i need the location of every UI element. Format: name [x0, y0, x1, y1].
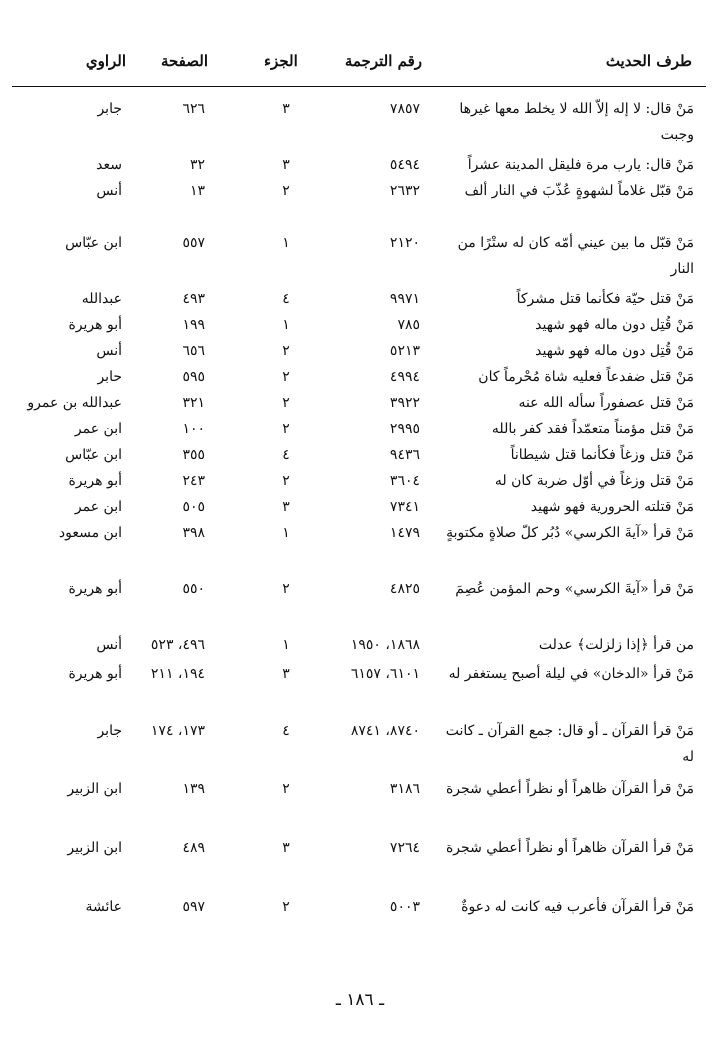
juz-cell: ٣: [282, 157, 290, 173]
safha-cell: ٥٠٥: [182, 499, 205, 515]
table-row: [0, 890, 720, 952]
safha-cell: ١٣: [189, 183, 205, 199]
header-tarjama: رقم الترجمة: [344, 52, 422, 70]
safha-cell: ١٧٣، ١٧٤: [150, 723, 205, 739]
tarjama-cell: ٤٩٩٤: [389, 369, 420, 385]
tarjama-cell: ٨٧٤٠، ٨٧٤١: [350, 723, 420, 739]
rawi-cell: جابر: [97, 723, 122, 739]
rawi-cell: أنس: [96, 183, 122, 199]
rawi-cell: عائشة: [85, 899, 122, 915]
hadith-cell: مَنْ قتل عصفوراً سأله الله عنه: [518, 395, 694, 411]
safha-cell: ٣٢١: [182, 395, 205, 411]
safha-cell: ٣٢: [189, 157, 205, 173]
juz-cell: ٣: [282, 666, 290, 682]
hadith-cell: مَنْ قتل حيّة فكأنما قتل مشركاً: [516, 291, 694, 307]
juz-cell: ١: [282, 525, 290, 541]
table-row: [0, 412, 720, 438]
header-juz: الجزء: [264, 52, 298, 70]
header-safha: الصفحة: [160, 52, 208, 70]
safha-cell: ٤٨٩: [182, 840, 205, 856]
tarjama-cell: ٢٦٣٢: [389, 183, 420, 199]
hadith-cell: مَنْ قُتِل دون ماله فهو شهيد: [535, 343, 694, 359]
tarjama-cell: ١٤٧٩: [389, 525, 420, 541]
rawi-cell: ابن عمر: [74, 499, 122, 515]
table-row: [0, 308, 720, 334]
hadith-cell: من قرأ ﴿إذا زلزلت﴾ عدلت: [538, 637, 694, 653]
rawi-cell: أبو هريرة: [68, 581, 122, 597]
tarjama-cell: ٣٦٠٤: [389, 473, 420, 489]
tarjama-cell: ٦١٠١، ٦١٥٧: [350, 666, 420, 682]
table-row: [0, 92, 720, 148]
safha-cell: ٢٤٣: [182, 473, 205, 489]
rawi-cell: ابن عمر: [74, 421, 122, 437]
rawi-cell: أنس: [96, 637, 122, 653]
rawi-cell: جابر: [97, 101, 122, 117]
table-row: [0, 148, 720, 174]
rawi-cell: ابن عبّاس: [65, 235, 122, 251]
juz-cell: ٢: [282, 473, 290, 489]
header-rule: [12, 86, 706, 87]
hadith-cell: مَنْ قرأ «آيةَ الكرسي» وحم المؤمن عُصِمَ: [455, 581, 694, 597]
hadith-cell: مَنْ قرأ القرآن ظاهراً أو نظراً أعطي شجرة: [445, 781, 694, 797]
tarjama-cell: ٣١٨٦: [389, 781, 420, 797]
table-header: [0, 0, 720, 88]
safha-cell: ٥٥٧: [182, 235, 205, 251]
tarjama-cell: ٩٩٧١: [389, 291, 420, 307]
juz-cell: ٣: [282, 499, 290, 515]
juz-cell: ٢: [282, 183, 290, 199]
juz-cell: ٢: [282, 395, 290, 411]
juz-cell: ٤: [282, 723, 290, 739]
table-row: [0, 360, 720, 386]
hadith-cell: مَنْ قرأ القرآن فأعرب فيه كانت له دعوةٌ: [461, 899, 694, 915]
tarjama-cell: ٧٨٥: [397, 317, 420, 333]
hadith-cell: مَنْ قرأ «الدخان» في ليلة أصبح يستغفر له: [448, 666, 694, 682]
tarjama-cell: ٩٤٣٦: [389, 447, 420, 463]
juz-cell: ٢: [282, 781, 290, 797]
tarjama-cell: ٤٨٢٥: [389, 581, 420, 597]
juz-cell: ٢: [282, 581, 290, 597]
rawi-cell: ابن الزبير: [67, 781, 122, 797]
safha-cell: ٥٩٥: [182, 369, 205, 385]
juz-cell: ٢: [282, 343, 290, 359]
table-body: [0, 92, 720, 952]
table-row: [0, 282, 720, 308]
tarjama-cell: ٧٣٤١: [389, 499, 420, 515]
juz-cell: ١: [282, 317, 290, 333]
table-row: [0, 628, 720, 657]
tarjama-cell: ٥٠٠٣: [389, 899, 420, 915]
rawi-cell: عبدالله: [81, 291, 122, 307]
tarjama-cell: ٧٢٦٤: [389, 840, 420, 856]
safha-cell: ٣٩٨: [182, 525, 205, 541]
hadith-cell: مَنْ قال: يارب مرة فليقل المدينة عشراً: [467, 157, 694, 173]
tarjama-cell: ٢١٢٠: [389, 235, 420, 251]
rawi-cell: أبو هريرة: [68, 317, 122, 333]
juz-cell: ٣: [282, 101, 290, 117]
tarjama-cell: ٧٨٥٧: [389, 101, 420, 117]
tarjama-cell: ٥٤٩٤: [389, 157, 420, 173]
hadith-cell: مَنْ قتلته الحرورية فهو شهيد: [530, 499, 694, 515]
tarjama-cell: ٣٩٢٢: [389, 395, 420, 411]
rawi-cell: سعد: [96, 157, 122, 173]
safha-cell: ٦٢٦: [182, 101, 205, 117]
safha-cell: ١٠٠: [182, 421, 205, 437]
safha-cell: ١٩٩: [182, 317, 205, 333]
rawi-cell: أنس: [96, 343, 122, 359]
safha-cell: ١٣٩: [182, 781, 205, 797]
table-row: [0, 772, 720, 831]
page-number: ـ ١٨٦ ـ: [335, 990, 385, 1010]
juz-cell: ٢: [282, 421, 290, 437]
rawi-cell: حابر: [97, 369, 122, 385]
safha-cell: ٥٥٠: [182, 581, 205, 597]
hadith-cell: مَنْ قال: لا إله إلاّ الله لا يخلط معها غيرها وجبت: [459, 101, 694, 143]
hadith-cell: مَنْ قتل مؤمناً متعمّداً فقد كفر بالله: [491, 421, 694, 437]
rawi-cell: أبو هريرة: [68, 666, 122, 682]
tarjama-cell: ١٨٦٨، ١٩٥٠: [350, 637, 420, 653]
table-row: [0, 516, 720, 572]
tarjama-cell: ٢٩٩٥: [389, 421, 420, 437]
rawi-cell: أبو هريرة: [68, 473, 122, 489]
rawi-cell: ابن عبّاس: [65, 447, 122, 463]
safha-cell: ٦٥٦: [182, 343, 205, 359]
table-row: [0, 464, 720, 490]
table-row: [0, 386, 720, 412]
hadith-cell: مَنْ قتل وزغاً في أوّل ضربة كان له: [494, 473, 694, 489]
juz-cell: ١: [282, 637, 290, 653]
table-row: [0, 714, 720, 772]
safha-cell: ١٩٤، ٢١١: [150, 666, 205, 682]
hadith-cell: مَنْ قرأ القرآن ظاهراً أو نظراً أعطي شجرة: [445, 840, 694, 856]
safha-cell: ٣٥٥: [182, 447, 205, 463]
header-rawi: الراوي: [85, 52, 126, 70]
hadith-cell: مَنْ قرأ القرآن ـ أو قال: جمع القرآن ـ كانت له: [445, 723, 694, 765]
table-row: [0, 657, 720, 714]
rawi-cell: عبدالله بن عمرو: [27, 395, 122, 411]
safha-cell: ٤٩٦، ٥٢٣: [150, 637, 205, 653]
header-hadith: طرف الحديث: [605, 52, 692, 70]
tarjama-cell: ٥٢١٣: [389, 343, 420, 359]
table-row: [0, 334, 720, 360]
hadith-cell: مَنْ قرأ «آيةَ الكرسي» دُبُر كلّ صلاةٍ مكتوبةٍ: [446, 525, 694, 541]
rawi-cell: ابن الزبير: [67, 840, 122, 856]
juz-cell: ٤: [282, 447, 290, 463]
hadith-cell: مَنْ قبّل ما بين عيني أمّه كان له ستْرًا من النار: [457, 235, 694, 277]
juz-cell: ٢: [282, 899, 290, 915]
juz-cell: ٤: [282, 291, 290, 307]
juz-cell: ١: [282, 235, 290, 251]
table-row: [0, 490, 720, 516]
hadith-cell: مَنْ قبّل غلاماً لشهوةٍ عُذّبَ في النار ألف: [464, 183, 694, 199]
safha-cell: ٥٩٧: [182, 899, 205, 915]
table-row: [0, 572, 720, 628]
table-row: [0, 226, 720, 282]
rawi-cell: ابن مسعود: [58, 525, 122, 541]
hadith-cell: مَنْ قُتِل دون ماله فهو شهيد: [535, 317, 694, 333]
table-row: [0, 438, 720, 464]
hadith-cell: مَنْ قتل وزغاً فكأنما قتل شيطاناً: [510, 447, 694, 463]
juz-cell: ٣: [282, 840, 290, 856]
table-row: [0, 174, 720, 226]
hadith-cell: مَنْ قتل ضفدعاً فعليه شاة مُحْرماً كان: [478, 369, 694, 385]
safha-cell: ٤٩٣: [182, 291, 205, 307]
table-row: [0, 831, 720, 890]
juz-cell: ٢: [282, 369, 290, 385]
